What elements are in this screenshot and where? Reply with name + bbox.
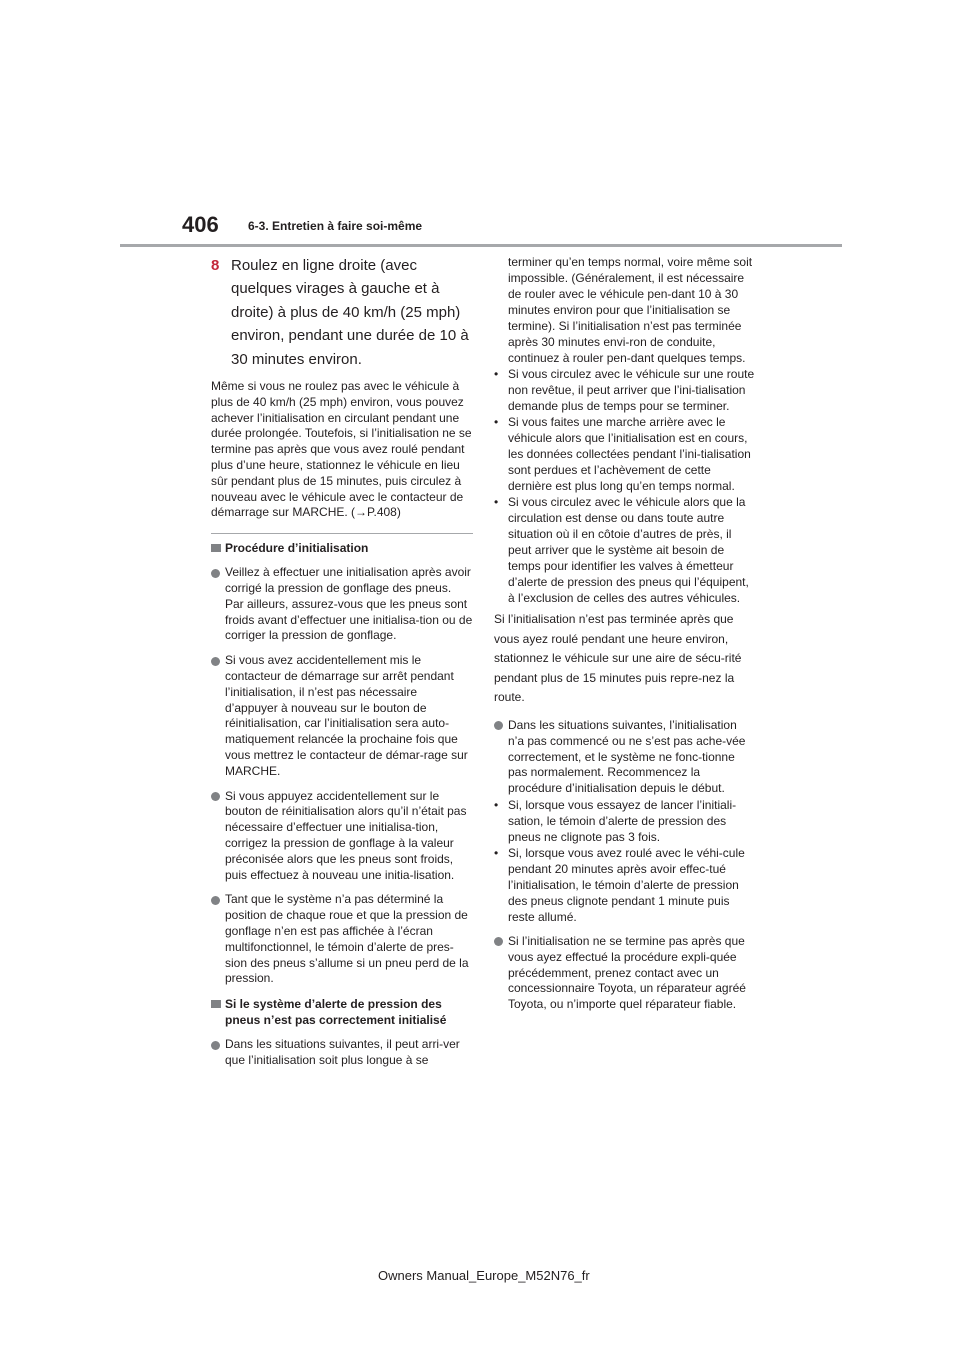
step-text: Roulez en ligne droite (avec quelques virages à gauche et à droite) à plus de 40 km/h (25 mph) environ, pendant une durée de 10 à 30 minutes environ. <box>231 257 469 368</box>
list-item <box>494 718 756 797</box>
sub-item <box>494 845 756 925</box>
circle-bullet-icon <box>211 896 220 905</box>
step-note: Même si vous ne roulez pas avec le véhicule à plus de 40 km/h (25 mph) environ, vous pouvez achever l’initialisation en circulant pendant une durée prolongée. Toutefois, si l’initialisation ne se termine pas après que vous avez roulé pendant plus d’une heure, stationnez le véhicule en lieu sûr pendant plus de 15 minutes, puis circulez à nouveau avec le véhicule avec le contacteur de démarrage sur MARCHE. (→P.408) <box>211 379 472 520</box>
sub-item <box>494 494 756 606</box>
header-rule <box>120 244 842 247</box>
footer-text: Owners Manual_Europe_M52N76_fr <box>378 1268 590 1283</box>
list-item-text: Veillez à effectuer une initialisation après avoir corrigé la pression de gonflage des pneus. <box>225 565 471 595</box>
dot-mark-icon: • <box>494 845 499 860</box>
list-item-text: Si vous appuyez accidentellement sur le bouton de réinitialisation alors qu’il n’était pas nécessaire d’effectuer une initialisa-tion, corrigez la pression de gonflage à la valeur préconisée alors que les pneus sont froids, puis effectuez à nouveau une initia-lisation. <box>225 788 467 882</box>
left-column <box>211 254 473 1078</box>
heading-text: Procédure d’initialisation <box>225 541 369 556</box>
right-column <box>494 254 756 1022</box>
step-number: 8 <box>211 257 220 274</box>
list-item-text: Tant que le système n’a pas déterminé la position de chaque roue et que la pression de gonflage n’en est pas affichée à l’écran multifonctionnel, le témoin d’alerte de pres-sion des pneus s’allume si un pneu perd de la pression. <box>225 892 469 986</box>
sub-item-text: Si vous faites une marche arrière avec le véhicule alors que l’initialisation est en cours, les données collectées pendant l’ini-tialisation sont perdues et l’achèvement de cette dernière est plus long qu’en temps normal. <box>508 415 751 493</box>
list-item <box>211 653 473 779</box>
sub-item-text: Si, lorsque vous avez roulé avec le véhi-cule pendant 20 minutes après avoir effec-tué l’initialisation, le témoin d’alerte de pression des pneus clignote pendant 1 minute puis reste allumé. <box>508 845 745 924</box>
list-item <box>494 934 756 1013</box>
list-item <box>211 1037 473 1069</box>
list-item <box>211 892 473 987</box>
circle-bullet-icon <box>494 937 503 946</box>
list-item-text: Si vous avez accidentellement mis le contacteur de démarrage sur arrêt pendant l’initialisation, il n’est pas nécessaire d’appuyer à nouveau sur le bouton de réinitialisation, car l’initialisation sera auto-matiquement relancée la prochaine fois que vous mettrez le contacteur de démar-rage sur MARCHE. <box>225 653 468 778</box>
list-item-text: Dans les situations suivantes, il peut arri-ver que l’initialisation soit plus longue à se <box>225 1037 460 1067</box>
circle-bullet-icon <box>211 792 220 801</box>
list-item-text: Si l’initialisation ne se termine pas après que vous ayez effectué la procédure expli-quée précédemment, prenez contact avec un concessionnaire Toyota, un réparateur agréé Toyota, ou n’importe quel réparateur fiable. <box>508 933 746 1012</box>
section-divider <box>211 533 473 534</box>
heading-initialisation-procedure <box>211 540 473 556</box>
sub-item-text: Si vous circulez avec le véhicule sur une route non revêtue, il peut arriver que l’ini-tialisation demande plus de temps pour se terminer. <box>508 367 755 413</box>
dot-mark-icon: • <box>494 367 499 381</box>
dot-mark-icon: • <box>494 797 499 812</box>
circle-bullet-icon <box>494 721 503 730</box>
page-number: 406 <box>182 212 219 237</box>
square-bullet-icon <box>211 544 221 552</box>
list-item-text: Par ailleurs, assurez-vous que les pneus sont froids avant d’effectuer une initialisa-tion ou de corriger la pression de gonflage. <box>225 596 473 643</box>
dot-mark-icon: • <box>494 495 499 509</box>
sub-item <box>494 366 756 414</box>
sub-item <box>494 797 756 845</box>
list-item-text: Dans les situations suivantes, l’initialisation n’a pas commencé ou ne s’est pas ache-vée correctement, et le système ne fonc-tionne pas normalement. Recommencez la procédure d’initialisation depuis le début. <box>508 717 746 796</box>
section-title: 6-3. Entretien à faire soi-même <box>248 219 423 233</box>
sub-item <box>494 414 756 494</box>
paragraph: Si l’initialisation n’est pas terminée après que vous ayez roulé pendant une heure environ, stationnez le véhicule sur une aire de sécu-rité pendant plus de 15 minutes puis repre-nez la route. <box>494 612 742 705</box>
step-8 <box>211 254 473 371</box>
circle-bullet-icon <box>211 569 220 578</box>
dot-mark-icon: • <box>494 415 499 429</box>
circle-bullet-icon <box>211 1041 220 1050</box>
sub-item-text: Si, lorsque vous essayez de lancer l’initiali-sation, le témoin d’alerte de pression des pneus ne clignote pas 3 fois. <box>508 797 737 844</box>
list-item <box>211 789 473 884</box>
continuation-text: terminer qu’en temps normal, voire même soit impossible. (Généralement, il est nécessaire de rouler avec le véhicule pen-dant 10 à 30 minutes environ pour que l’initialisation se termine). Si l’initialisation n’est pas terminée après 30 minutes envi-ron de conduite, continuez à rouler pen-dant quelques temps. <box>508 255 753 365</box>
list-item <box>211 565 473 644</box>
heading-not-initialised <box>211 996 473 1028</box>
heading-text: Si le système d’alerte de pression des pneus n’est pas correctement initialisé <box>225 997 447 1028</box>
circle-bullet-icon <box>211 657 220 666</box>
sub-item-text: Si vous circulez avec le véhicule alors que la circulation est dense ou dans toute autre situation où il en côtoie d’autres de près, il peut arriver que le système ait besoin de temps pour identifier les valves à émetteur d’alerte de pression des pneus qui l’équipent, à l’exclusion de celles des autres véhicules. <box>508 495 749 605</box>
square-bullet-icon <box>211 1000 221 1008</box>
